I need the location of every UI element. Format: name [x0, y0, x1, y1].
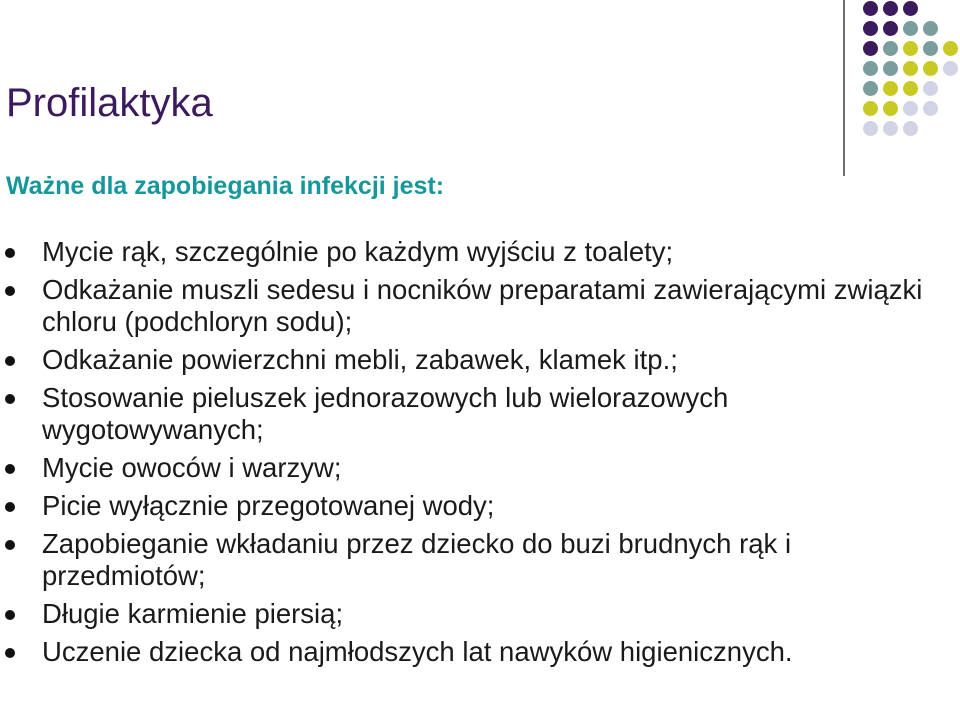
- decorative-dot-lime: [903, 81, 918, 96]
- slide-title: Profilaktyka: [6, 81, 213, 125]
- decorative-dot-purple: [863, 41, 878, 56]
- bullet-item: [0, 344, 930, 376]
- bullet-dot-icon: [5, 286, 15, 296]
- decorative-dot-purple: [903, 1, 918, 16]
- decorative-dot-purple: [883, 21, 898, 36]
- decorative-dot-purple: [863, 1, 878, 16]
- decorative-dot-lavender: [923, 81, 938, 96]
- bullet-dot-icon: [5, 394, 15, 404]
- bullet-text: Mycie rąk, szczególnie po każdym wyjściu z toalety;: [42, 236, 674, 267]
- bullet-item: [0, 598, 930, 630]
- decorative-dot-lime: [923, 61, 938, 76]
- bullet-dot-icon: [5, 248, 15, 258]
- decorative-dot-teal: [863, 81, 878, 96]
- bullet-list: [0, 236, 930, 674]
- decorative-dot-purple: [863, 21, 878, 36]
- bullet-text: Stosowanie pieluszek jednorazowych lub wielorazowych wygotowywanych;: [42, 382, 729, 445]
- bullet-text: Uczenie dziecka od najmłodszych lat nawyków higienicznych.: [42, 636, 793, 667]
- decorative-dot-lavender: [883, 121, 898, 136]
- bullet-item: [0, 236, 930, 268]
- bullet-dot-icon: [5, 502, 15, 512]
- bullet-text: Odkażanie muszli sedesu i nocników preparatami zawierającymi związki chloru (podchloryn sodu);: [42, 274, 923, 337]
- decorative-dot-teal: [923, 41, 938, 56]
- vertical-divider: [843, 0, 845, 176]
- decorative-dot-lavender: [903, 101, 918, 116]
- bullet-item: [0, 636, 930, 668]
- decorative-dot-lavender: [903, 121, 918, 136]
- slide-subtitle: Ważne dla zapobiegania infekcji jest:: [6, 172, 445, 200]
- decorative-dot-teal: [903, 21, 918, 36]
- bullet-text: Picie wyłącznie przegotowanej wody;: [42, 490, 495, 521]
- bullet-text: Odkażanie powierzchni mebli, zabawek, klamek itp.;: [42, 344, 678, 375]
- bullet-text: Długie karmienie piersią;: [42, 598, 344, 629]
- bullet-item: [0, 528, 930, 592]
- bullet-dot-icon: [5, 540, 15, 550]
- bullet-dot-icon: [5, 648, 15, 658]
- decorative-dot-lavender: [923, 101, 938, 116]
- bullet-item: [0, 452, 930, 484]
- decorative-dot-lavender: [863, 121, 878, 136]
- bullet-dot-icon: [5, 356, 15, 366]
- bullet-item: [0, 274, 930, 338]
- bullet-item: [0, 490, 930, 522]
- decorative-dot-lime: [883, 101, 898, 116]
- bullet-item: [0, 382, 930, 446]
- decorative-dot-lime: [883, 81, 898, 96]
- decorative-dot-lime: [903, 61, 918, 76]
- bullet-text: Mycie owoców i warzyw;: [42, 452, 342, 483]
- decorative-dot-teal: [863, 61, 878, 76]
- decorative-dot-lime: [863, 101, 878, 116]
- decorative-dot-teal: [883, 61, 898, 76]
- decorative-dot-teal: [883, 41, 898, 56]
- decorative-dot-lavender: [943, 61, 958, 76]
- decorative-dot-purple: [883, 1, 898, 16]
- decorative-dot-lime: [903, 41, 918, 56]
- bullet-text: Zapobieganie wkładaniu przez dziecko do buzi brudnych rąk i przedmiotów;: [42, 528, 792, 591]
- bullet-dot-icon: [5, 610, 15, 620]
- bullet-dot-icon: [5, 464, 15, 474]
- decorative-dot-lime: [943, 41, 958, 56]
- decorative-dot-teal: [923, 21, 938, 36]
